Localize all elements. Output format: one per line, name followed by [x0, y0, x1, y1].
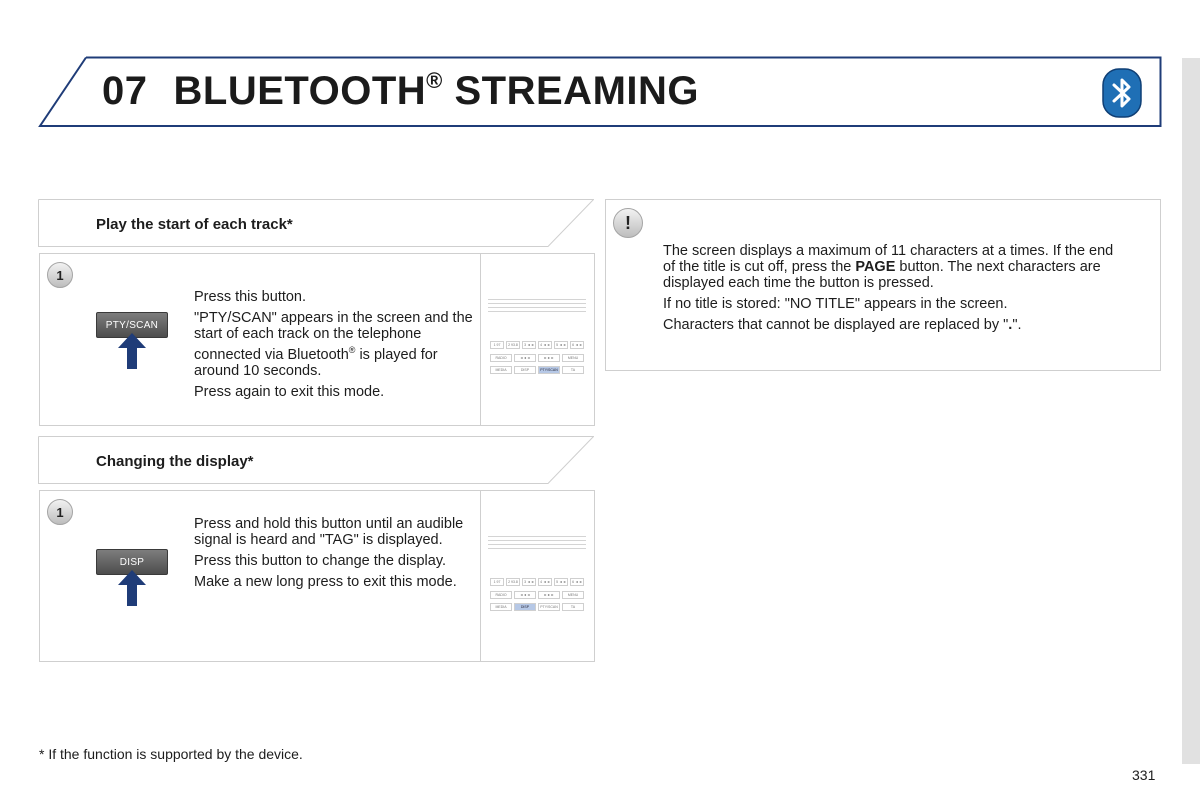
preset-row: 1 97 2 93.8 3 ◄◄ 4 ◄◄ 5 ◄◄ 6 ◄◄: [490, 341, 584, 349]
arrow-up-icon: [117, 332, 147, 370]
note-text: [663, 243, 1123, 338]
source-row: RADIO ◄◄◄ ►►► MENU: [490, 591, 584, 599]
source-row: RADIO ◄◄◄ ►►► MENU: [490, 354, 584, 362]
step-box-change-display: [39, 490, 595, 662]
instruction-3: Make a new long press to exit this mode.: [194, 574, 457, 590]
step-instructions: [194, 516, 464, 595]
warning-icon: !: [613, 208, 643, 238]
radio-screen-illustration: [488, 536, 586, 614]
step-number-badge: 1: [47, 499, 73, 525]
page-edge-tab: [1182, 58, 1200, 764]
section-heading-change-display: [38, 436, 594, 484]
preset-row: 1 97 2 93.8 3 ◄◄ 4 ◄◄ 5 ◄◄ 6 ◄◄: [490, 578, 584, 586]
bluetooth-icon: [1102, 68, 1142, 118]
note-paragraph-2: If no title is stored: "NO TITLE" appears in the screen.: [663, 296, 1008, 312]
page-number: 331: [1132, 767, 1156, 783]
instruction-2: "PTY/SCAN" appears in the screen and the start of each track on the telephone connected via Bluetooth® is played for around 10 seconds.: [194, 310, 473, 379]
note-box: [605, 199, 1161, 371]
section-heading-label: Play the start of each track*: [96, 216, 293, 233]
disp-button[interactable]: DISP: [96, 549, 168, 575]
note-paragraph-3: Characters that cannot be displayed are replaced by ".".: [663, 317, 1022, 333]
function-row: MEDIA DISP PTY/SCAN TA: [490, 603, 584, 611]
pty-scan-button[interactable]: PTY/SCAN: [96, 312, 168, 338]
step-instructions: [194, 289, 474, 405]
page-title: [102, 68, 699, 114]
step-box-play-start: [39, 253, 595, 426]
section-heading-label: Changing the display*: [96, 453, 254, 470]
note-paragraph-1: The screen displays a maximum of 11 characters at a times. If the end of the title is cut off, press the PAGE button. The next characters are displayed each time the button is pressed.: [663, 243, 1114, 291]
instruction-1: Press this button.: [194, 289, 307, 305]
title-bluetooth: BLUETOOTH: [173, 69, 427, 113]
title-streaming: STREAMING: [454, 69, 699, 113]
instruction-2: Press this button to change the display.: [194, 553, 447, 569]
function-row: MEDIA DISP PTY/SCAN TA: [490, 366, 584, 374]
step-number-badge: 1: [47, 262, 73, 288]
registered-mark: ®: [426, 68, 443, 93]
instruction-1: Press and hold this button until an audible signal is heard and "TAG" is displayed.: [194, 516, 464, 548]
section-heading-play-start: [38, 199, 594, 247]
radio-screen-illustration: [488, 299, 586, 377]
arrow-up-icon: [117, 569, 147, 607]
chapter-number: 07: [102, 69, 148, 113]
instruction-3: Press again to exit this mode.: [194, 383, 385, 400]
footnote: * If the function is supported by the device.: [39, 746, 303, 762]
